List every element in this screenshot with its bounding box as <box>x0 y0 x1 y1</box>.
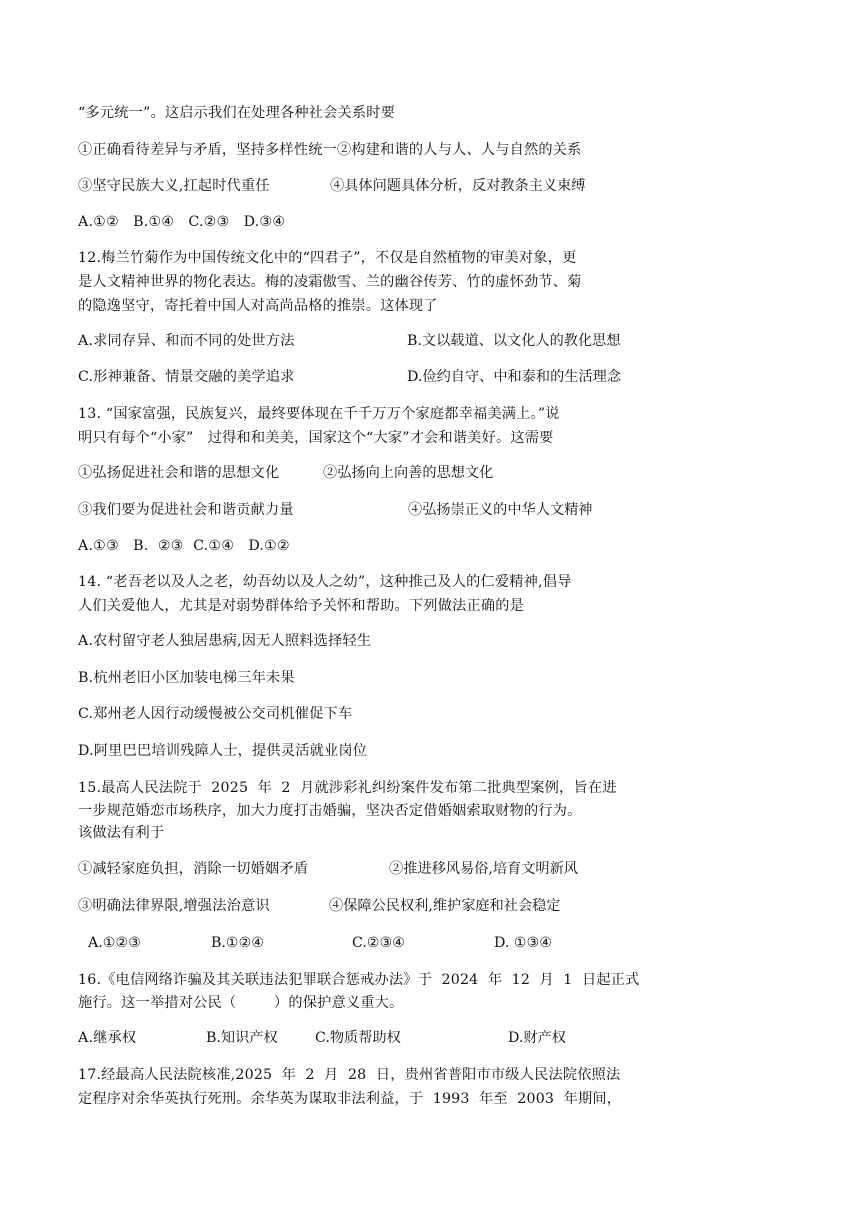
q12-option-c: C.形神兼备、情景交融的美学追求 <box>78 369 295 385</box>
q16-stem-line-1: 16.《电信网络诈骗及其关联违法犯罪联合惩戒办法》于 2024 年 12 月 1 日起正式 <box>78 972 640 988</box>
q15-statement-3: ③明确法律界限,增强法治意识 <box>78 898 270 914</box>
q15-statement-2: ②推进移风易俗,培育文明新风 <box>389 861 578 877</box>
q15-statement-1: ①减轻家庭负担，消除一切婚姻矛盾 <box>78 861 309 877</box>
q14-option-b: B.杭州老旧小区加装电梯三年未果 <box>78 670 295 686</box>
q12-stem-line-1: 12.梅兰竹菊作为中国传统文化中的“四君子”，不仅是自然植物的审美对象，更 <box>78 250 577 266</box>
q16-option-a: A.继承权 <box>78 1030 137 1046</box>
q16-stem-line-2: 施行。这一举措对公民（ ）的保护意义重大。 <box>78 995 404 1011</box>
q15-option-b: B.①②④ <box>211 935 265 951</box>
q11-options: A.①② B.①④ C.②③ D.③④ <box>78 214 286 230</box>
q15-stem-line-1: 15.最高人民法院于 2025 年 2 月就涉彩礼纠纷案件发布第二批典型案例，旨在进 <box>78 780 617 796</box>
q13-statement-2: ②弘扬向上向善的思想文化 <box>323 465 494 481</box>
q15-stem-line-2: 一步规范婚恋市场秩序，加大力度打击婚骗，坚决否定借婚姻索取财物的行为。 <box>78 803 582 819</box>
q17-stem-line-1: 17.经最高人民法院核准,2025 年 2 月 28 日，贵州省普阳市市级人民法院依照法 <box>78 1067 621 1083</box>
q11-statement-1-2: ①正确看待差异与矛盾，坚持多样性统一②构建和谐的人与人、人与自然的关系 <box>78 142 582 158</box>
q12-stem-line-2: 是人文精神世界的物化表达。梅的凌霜傲雪、兰的幽谷传芳、竹的虚怀劲节、菊 <box>78 274 582 290</box>
q11-statement-3: ③坚守民族大义,扛起时代重任 <box>78 178 270 194</box>
q13-statement-3: ③我们要为促进社会和谐贡献力量 <box>78 502 294 518</box>
q14-option-d: D.阿里巴巴培训残障人士，提供灵活就业岗位 <box>78 743 368 759</box>
q12-option-a: A.求同存异、和而不同的处世方法 <box>78 333 295 349</box>
q16-option-d: D.财产权 <box>508 1030 566 1046</box>
q16-option-b: B.知识产权 <box>206 1030 278 1046</box>
q12-option-b: B.文以载道、以文化人的教化思想 <box>407 333 621 349</box>
q11-statement-4: ④具体问题具体分析，反对教条主义束缚 <box>330 178 586 194</box>
q11-stem-line: “多元统一”。这启示我们在处理各种社会关系时要 <box>78 105 396 121</box>
q12-stem-line-3: 的隐逸坚守，寄托着中国人对高尚品格的推崇。这体现了 <box>78 298 438 314</box>
q15-statement-4: ④保障公民权利,维护家庭和社会稳定 <box>329 898 561 914</box>
q15-stem-line-3: 该做法有利于 <box>78 825 165 841</box>
q13-statement-4: ④弘扬崇正义的中华人文精神 <box>408 502 593 518</box>
q14-option-a: A.农村留守老人独居患病,因无人照料选择轻生 <box>78 633 372 649</box>
q17-stem-line-2: 定程序对余华英执行死刑。余华英为谋取非法利益，于 1993 年至 2003 年期间， <box>78 1091 622 1107</box>
q12-option-d: D.俭约自守、中和泰和的生活理念 <box>407 369 622 385</box>
q13-statement-1: ①弘扬促进社会和谐的思想文化 <box>78 465 280 481</box>
q15-option-c: C.②③④ <box>352 935 406 951</box>
q14-stem-line-2: 人们关爱他人，尤其是对弱势群体给予关怀和帮助。下列做法正确的是 <box>78 598 525 614</box>
q14-option-c: C.郑州老人因行动缓慢被公交司机催促下车 <box>78 706 353 722</box>
q13-options: A.①③ B. ②③ C.①④ D.①② <box>78 538 290 554</box>
q15-option-d: D. ①③④ <box>494 935 553 951</box>
q16-option-c: C.物质帮助权 <box>315 1030 401 1046</box>
q15-option-a: A.①②③ <box>88 935 141 951</box>
q13-stem-line-1: 13. “国家富强，民族复兴，最终要体现在千千万万个家庭都幸福美满上。”说 <box>78 406 560 422</box>
q13-stem-line-2: 明只有每个“小家” 过得和和美美，国家这个“大家”才会和谐美好。这需要 <box>78 430 554 446</box>
q14-stem-line-1: 14. “老吾老以及人之老，幼吾幼以及人之幼”，这种推己及人的仁爱精神,倡导 <box>78 574 572 590</box>
